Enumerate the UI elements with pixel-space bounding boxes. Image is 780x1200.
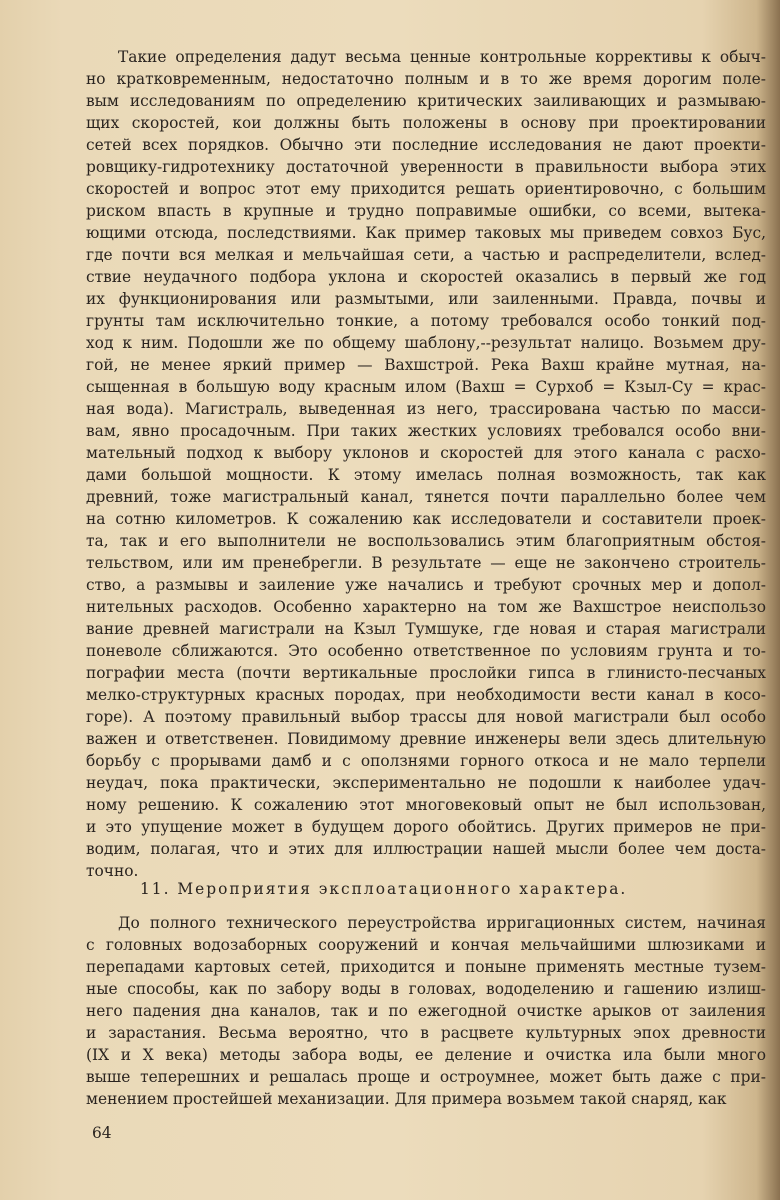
text-line: грунты там исключительно тонкие, а потому требовался особо тонкий под- [86, 312, 766, 330]
text-line: мательный подход к выбору уклонов и скоростей для этого канала с расхо- [86, 444, 766, 462]
text-line: где почти вся мелкая и мельчайшая сети, а частью и распределители, вслед- [86, 246, 766, 264]
text-line: ход к ним. Подошли же по общему шаблону,--результат налицо. Возьмем дру- [86, 334, 766, 352]
section-heading: 11. Мероприятия эксплоатационного характера. [140, 880, 628, 898]
text-line: Такие определения дадут весьма ценные контрольные коррективы к обыч- [118, 48, 766, 66]
paragraph-1 [86, 46, 766, 882]
text-line: ющими отсюда, последствиями. Как пример таковых мы приведем совхоз Бус, [86, 224, 766, 242]
text-line: с головных водозаборных сооружений и кончая мельчайшими шлюзиками и [86, 936, 766, 954]
text-line: но кратковременным, недостаточно полным и в то же время дорогим поле- [86, 70, 766, 88]
text-line: и зарастания. Весьма вероятно, что в расцвете культурных эпох древности [86, 1024, 766, 1042]
text-line: вание древней магистрали на Кзыл Тумшуке, где новая и старая магистрали [86, 620, 766, 638]
text-line: ровщику-гидротехнику достаточной уверенности в правильности выбора этих [86, 158, 766, 176]
text-line: ные способы, как по забору воды в головах, вододелению и гашению излиш- [86, 980, 766, 998]
text-line: горе). А поэтому правильный выбор трассы для новой магистрали был особо [86, 708, 766, 726]
text-line: вам, явно просадочным. При таких жестких условиях требовался особо вни- [86, 422, 766, 440]
text-line: на сотню километров. К сожалению как исследователи и составители проек- [86, 510, 766, 528]
page-number: 64 [92, 1124, 112, 1142]
text-line: ному решению. К сожалению этот многовековый опыт не был использован, [86, 796, 766, 814]
text-line: ная вода). Магистраль, выведенная из него, трассирована частью по масси- [86, 400, 766, 418]
text-line: нительных расходов. Особенно характерно на том же Вахшстрое неиспользо [86, 598, 766, 616]
text-line: менением простейшей механизации. Для примера возьмем такой снаряд, как [86, 1090, 727, 1108]
text-line: та, так и его выполнители не воспользовались этим благоприятным обстоя- [86, 532, 766, 550]
text-line: щих скоростей, кои должны быть положены в основу при проектировании [86, 114, 766, 132]
text-line: скоростей и вопрос этот ему приходится решать ориентировочно, с большим [86, 180, 766, 198]
text-line: важен и ответственен. Повидимому древние инженеры вели здесь длительную [86, 730, 766, 748]
text-line: него падения дна каналов, так и по ежегодной очистке арыков от заиления [86, 1002, 766, 1020]
text-line: борьбу с прорывами дамб и с оползнями горного откоса и не мало терпели [86, 752, 766, 770]
text-line: вым исследованиям по определению критических заиливающих и размываю- [86, 92, 766, 110]
text-line: (IX и X века) методы забора воды, ее деление и очистка ила были много [86, 1046, 766, 1064]
text-line: тельством, или им пренебрегли. В результате — еще не закончено строитель- [86, 554, 766, 572]
text-line: пографии места (почти вертикальные прослойки гипса в глинисто-песчаных [86, 664, 766, 682]
text-line: и это упущение может в будущем дорого обойтись. Других примеров не при- [86, 818, 766, 836]
text-line: выше теперешних и решалась проще и остроумнее, может быть даже с при- [86, 1068, 766, 1086]
text-line: мелко-структурных красных породах, при необходимости вести канал в косо- [86, 686, 766, 704]
text-line: древний, тоже магистральный канал, тянется почти параллельно более чем [86, 488, 766, 506]
text-line: сетей всех порядков. Обычно эти последние исследования не дают проекти- [86, 136, 766, 154]
text-line: поневоле сближаются. Это особенно ответственное по условиям грунта и то- [86, 642, 766, 660]
text-line: риском впасть в крупные и трудно поправимые ошибки, со всеми, вытека- [86, 202, 766, 220]
text-line: дами большой мощности. К этому имелась полная возможность, так как [86, 466, 766, 484]
text-line: сыщенная в большую воду красным илом (Вахш = Сурхоб = Кзыл-Су = крас- [86, 378, 766, 396]
text-line: их функционирования или размытыми, или заиленными. Правда, почвы и [86, 290, 766, 308]
text-line: неудач, пока практически, экспериментально не подошли к наиболее удач- [86, 774, 766, 792]
text-line: ство, а размывы и заиление уже начались и требуют срочных мер и допол- [86, 576, 766, 594]
text-line: ствие неудачного подбора уклона и скоростей оказались в первый же год [86, 268, 766, 286]
text-line: гой, не менее яркий пример — Вахшстрой. Река Вахш крайне мутная, на- [86, 356, 766, 374]
text-line: точно. [86, 862, 139, 880]
paragraph-2 [86, 912, 766, 1110]
text-line: перепадами картовых сетей, приходится и поныне применять местные тузем- [86, 958, 766, 976]
text-line: До полного технического переустройства ирригационных систем, начиная [118, 914, 766, 932]
text-line: водим, полагая, что и этих для иллюстрации нашей мысли более чем доста- [86, 840, 766, 858]
